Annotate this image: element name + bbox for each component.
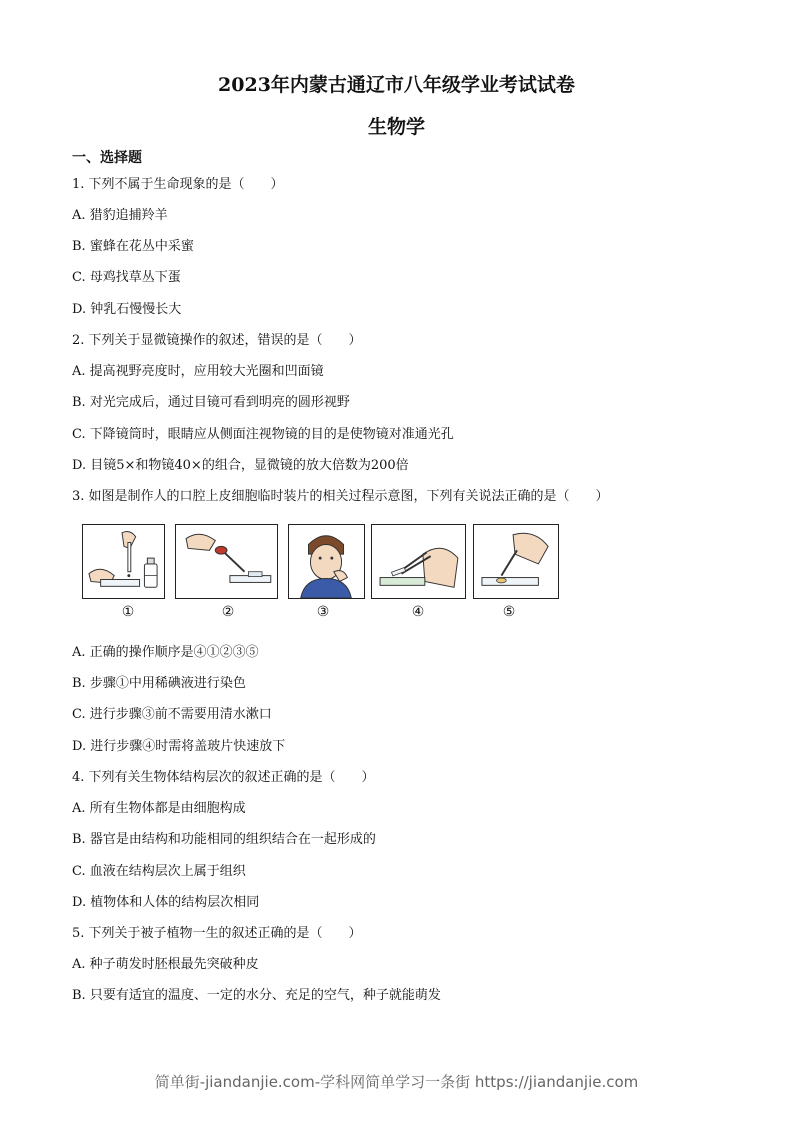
option: B. 只要有适宜的温度、一定的水分、充足的空气，种子就能萌发 [72, 988, 441, 1003]
step-4-illustration [371, 524, 466, 599]
subject-title: 生物学 [367, 116, 425, 138]
option: C. 进行步骤③前不需要用清水漱口 [72, 707, 272, 722]
option: C. 血液在结构层次上属于组织 [72, 864, 246, 879]
option: A. 种子萌发时胚根最先突破种皮 [72, 957, 259, 972]
figure-label: ② [221, 604, 235, 620]
question-stem: 2. 下列关于显微镜操作的叙述，错误的是（ ） [72, 333, 362, 348]
option: A. 所有生物体都是由细胞构成 [72, 801, 246, 816]
step-3-illustration [288, 524, 365, 599]
option: B. 对光完成后，通过目镜可看到明亮的圆形视野 [72, 395, 350, 410]
option: A. 正确的操作顺序是④①②③⑤ [72, 645, 259, 660]
option: D. 植物体和人体的结构层次相同 [72, 895, 260, 910]
question-stem: 5. 下列关于被子植物一生的叙述正确的是（ ） [72, 926, 362, 941]
option: B. 蜜蜂在花丛中采蜜 [72, 239, 194, 254]
question-stem: 1. 下列不属于生命现象的是（ ） [72, 177, 284, 192]
option: D. 目镜5×和物镜40×的组合，显微镜的放大倍数为200倍 [72, 458, 409, 473]
section-heading: 一、选择题 [72, 150, 142, 166]
option: B. 步骤①中用稀碘液进行染色 [72, 676, 246, 691]
option: C. 母鸡找草丛下蛋 [72, 270, 181, 285]
option: A. 猎豹追捕羚羊 [72, 208, 168, 223]
figure-label: ① [121, 604, 135, 620]
page-footer: 简单街-jiandanjie.com-学科网简单学习一条街 https://jiandanjie.com [154, 1073, 639, 1091]
figure-label: ④ [411, 604, 425, 620]
question-stem: 4. 下列有关生物体结构层次的叙述正确的是（ ） [72, 770, 375, 785]
option: A. 提高视野亮度时，应用较大光圈和凹面镜 [72, 364, 324, 379]
option: B. 器官是由结构和功能相同的组织结合在一起形成的 [72, 832, 376, 847]
step-1-illustration [82, 524, 165, 599]
option: D. 进行步骤④时需将盖玻片快速放下 [72, 739, 286, 754]
step-5-illustration [473, 524, 559, 599]
option: C. 下降镜筒时，眼睛应从侧面注视物镜的目的是使物镜对准通光孔 [72, 427, 454, 442]
figure-label: ③ [316, 604, 330, 620]
question-stem: 3. 如图是制作人的口腔上皮细胞临时装片的相关过程示意图，下列有关说法正确的是（ ） [72, 489, 609, 504]
option: D. 钟乳石慢慢长大 [72, 302, 182, 317]
figure-label: ⑤ [502, 604, 516, 620]
exam-title: 2023年内蒙古通辽市八年级学业考试试卷 [218, 74, 575, 96]
step-2-illustration [175, 524, 278, 599]
